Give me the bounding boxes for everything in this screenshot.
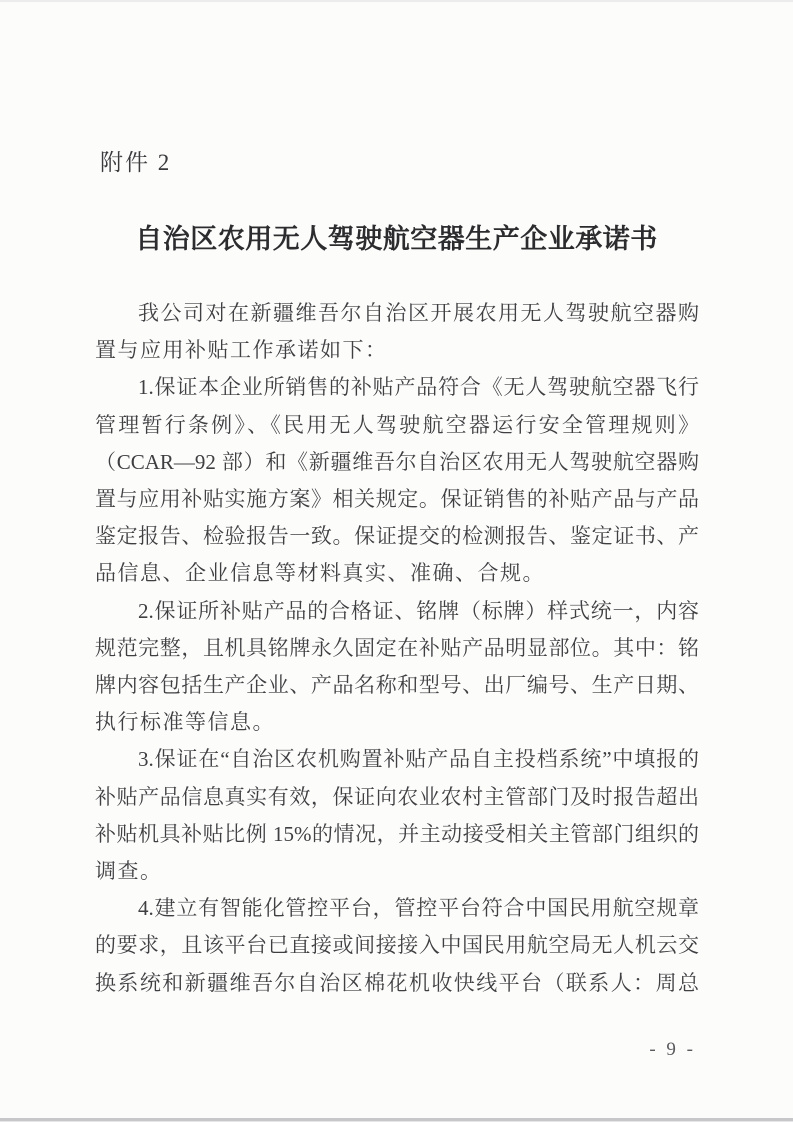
body-line: 3.保证在“自治区农机购置补贴产品自主投档系统”中填报的 bbox=[138, 747, 699, 772]
body-line: 1.保证本企业所销售的补贴产品符合《无人驾驶航空器飞行 bbox=[138, 375, 699, 400]
annex-label: 附件 2 bbox=[100, 150, 172, 175]
document-title: 自治区农用无人驾驶航空器生产企业承诺书 bbox=[135, 224, 658, 254]
body-line: 牌内容包括生产企业、产品名称和型号、出厂编号、生产日期、 bbox=[95, 673, 699, 698]
body-line: 调查。 bbox=[95, 859, 163, 884]
body-line: 的要求，且该平台已直接或间接接入中国民用航空局无人机云交 bbox=[95, 933, 699, 958]
document-body bbox=[95, 295, 699, 1002]
scan-edge-top bbox=[0, 0, 793, 2]
body-line: 置与应用补贴工作承诺如下： bbox=[95, 338, 388, 363]
scan-edge-bottom bbox=[0, 1118, 793, 1121]
body-line: （CCAR—92 部）和《新疆维吾尔自治区农用无人驾驶航空器购 bbox=[95, 449, 699, 474]
body-line: 4.建立有智能化管控平台，管控平台符合中国民用航空规章 bbox=[138, 896, 699, 921]
page-number: - 9 - bbox=[649, 1039, 696, 1060]
body-line: 鉴定报告、检验报告一致。保证提交的检测报告、鉴定证书、产 bbox=[95, 524, 699, 549]
body-line: 补贴产品信息真实有效，保证向农业农村主管部门及时报告超出 bbox=[95, 784, 699, 809]
body-line: 换系统和新疆维吾尔自治区棉花机收快线平台（联系人：周总 bbox=[95, 970, 699, 995]
body-line: 管理暂行条例》、《民用无人驾驶航空器运行安全管理规则》 bbox=[95, 412, 699, 437]
body-line: 规范完整，且机具铭牌永久固定在补贴产品明显部位。其中：铭 bbox=[95, 635, 699, 660]
body-line: 我公司对在新疆维吾尔自治区开展农用无人驾驶航空器购 bbox=[138, 301, 699, 325]
body-line: 2.保证所补贴产品的合格证、铭牌（标牌）样式统一，内容 bbox=[138, 598, 699, 623]
body-line: 置与应用补贴实施方案》相关规定。保证销售的补贴产品与产品 bbox=[95, 487, 699, 512]
body-line: 品信息、企业信息等材料真实、准确、合规。 bbox=[95, 561, 545, 586]
body-line: 执行标准等信息。 bbox=[95, 710, 275, 735]
body-line: 补贴机具补贴比例 15%的情况，并主动接受相关主管部门组织的 bbox=[95, 821, 699, 846]
